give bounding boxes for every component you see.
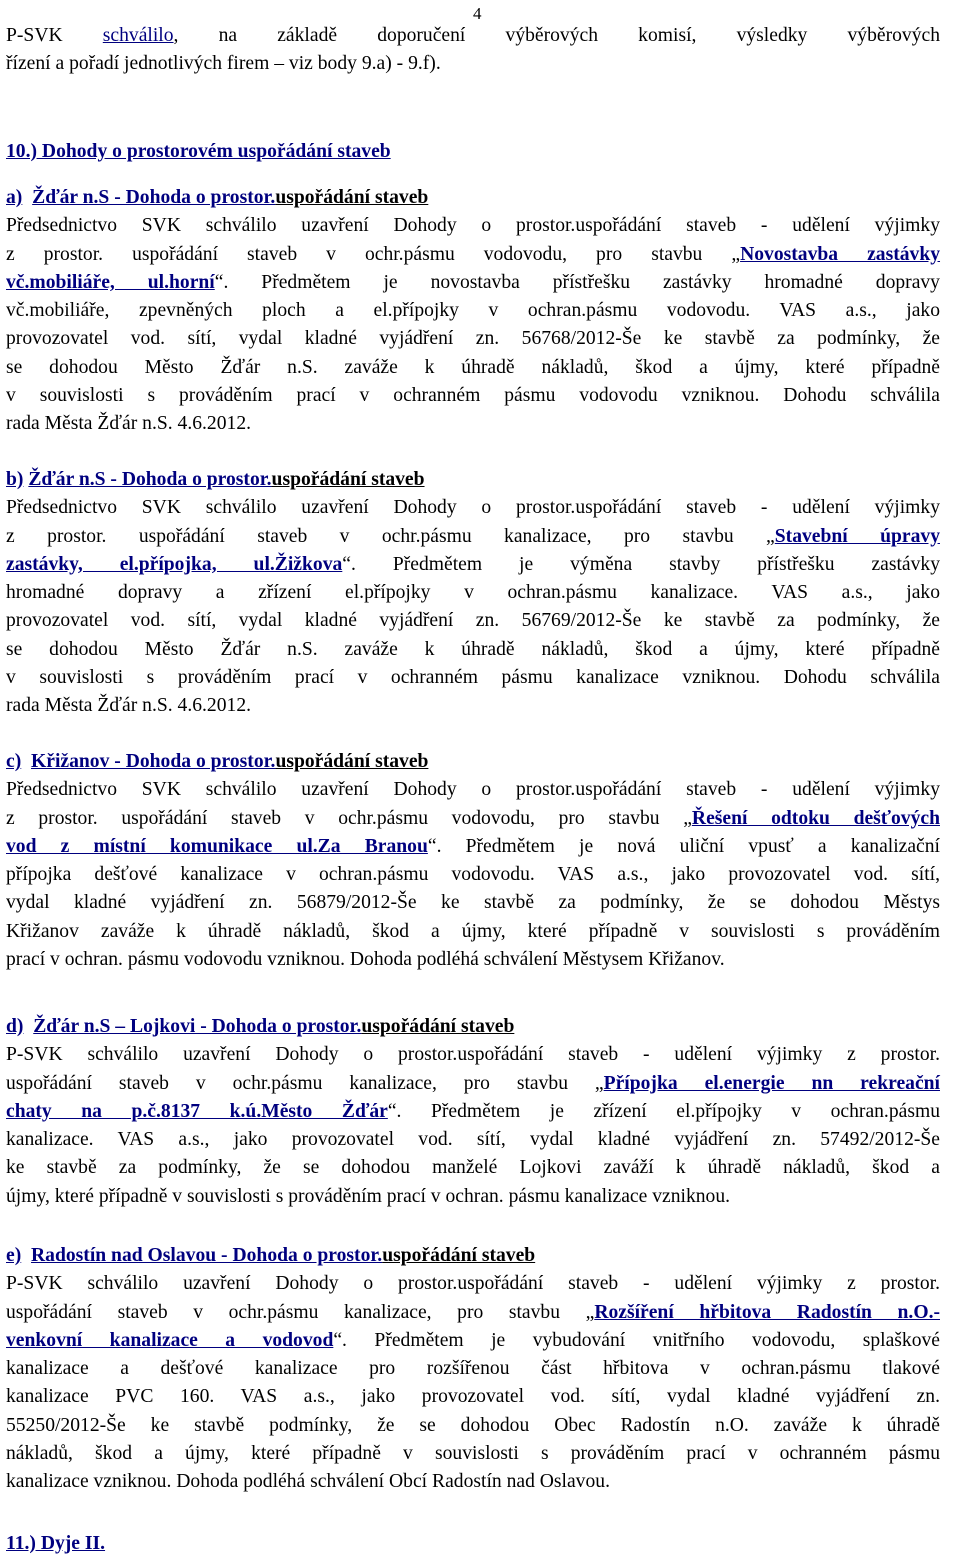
item-d-line1: P-SVK schválilo uzavření Dohody o prostor.uspořádání staveb - udělení výjimky z prostor. [6,1044,940,1066]
item-c-title-2: uspořádání staveb [275,751,429,772]
item-e-line2: uspořádání staveb v ochr.pásmu kanalizace, pro stavbu „ [6,1301,595,1323]
item-b-line5: provozovatel vod. sítí, vydal kladné vyjádření zn. 56769/2012-Še ke stavbě za podmínky, že [6,610,940,632]
item-a-line4: vč.mobiliáře, zpevněných ploch a el.přípojky v ochran.pásmu vodovodu. VAS a.s., jako [6,300,940,322]
item-c-letter: c) [6,751,22,772]
item-e-line3: “. Předmětem je vybudování vnitřního vodovodu, splaškové [333,1329,941,1351]
intro-pre: P-SVK [6,25,103,46]
item-c-line5: vydal kladné vyjádření zn. 56879/2012-Še ke stavbě za podmínky, že se dohodou Městys [6,892,940,914]
item-a-line6: se dohodou Město Žďár n.S. zaváže k úhradě nákladů, škod a újmy, které případně [6,356,940,378]
item-b-line7: v souvislosti s prováděním prací v ochranném pásmu kanalizace vzniknou. Dohodu schválila [6,667,940,689]
item-d-title: Žďár n.S – Lojkovi - Dohoda o prostor. [33,1016,362,1037]
item-c-line7: prací v ochran. pásmu vodovodu vzniknou. Dohoda podléhá schválení Městysem Křižanov. [6,949,725,971]
item-c-title: Křižanov - Dohoda o prostor. [31,751,276,772]
item-e-line6: 55250/2012-Še ke stavbě podmínky, že se dohodou Obec Radostín n.O. zaváže k úhradě [6,1414,940,1436]
item-d-line2: uspořádání staveb v ochr.pásmu kanalizace, pro stavbu „ [6,1072,604,1094]
item-a-letter: a) [6,187,23,208]
item-b-title: Žďár n.S - Dohoda o prostor. [28,469,272,490]
item-e-title-2: uspořádání staveb [382,1245,536,1266]
item-b-project-name: Stavební úpravy [774,525,940,547]
section-10-title: 10.) Dohody o prostorovém uspořádání staveb [6,141,391,162]
item-d-project-name: Přípojka el.energie nn rekreační [603,1072,940,1094]
item-b-letter: b) [6,469,24,490]
section-10-heading [6,138,940,166]
item-d-project-name-2: chaty na p.č.8137 k.ú.Město Žďár [6,1100,388,1122]
item-d-line5: ke stavbě za podmínky, že se dohodou manželé Lojkovi zaváží k úhradě nákladů, škod a [6,1157,940,1179]
item-c-line2: z prostor. uspořádání staveb v ochr.pásmu vodovodu, pro stavbu „ [6,807,692,829]
item-b-line4: hromadné dopravy a zřízení el.přípojky v ochran.pásmu kanalizace. VAS a.s., jako [6,582,940,604]
item-a-title: Žďár n.S - Dohoda o prostor. [32,187,276,208]
item-d-line3: “. Předmětem je zřízení el.přípojky v ochran.pásmu [387,1100,940,1122]
item-e-project-name: Rozšíření hřbitova Radostín n.O.- [594,1301,940,1323]
item-a-line8: rada Města Žďár n.S. 4.6.2012. [6,413,252,435]
item-a-line1: Předsednictvo SVK schválilo uzavření Dohody o prostor.uspořádání staveb - udělení výjimky [6,215,940,237]
item-e [6,1242,940,1497]
item-c-line4: přípojka dešťové kanalizace v ochran.pásmu vodovodu. VAS a.s., jako provozovatel vod. sítí, [6,864,940,886]
item-e-line7: nákladů, škod a újmy, které případně v souvislosti s prováděním prací v ochranném pásmu [6,1443,940,1465]
item-a-line7: v souvislosti s prováděním prací v ochranném pásmu vodovodu vzniknou. Dohodu schválila [6,385,940,407]
approved-link[interactable]: schválilo [102,25,174,46]
item-b-title-2: uspořádání staveb [271,469,425,490]
item-c-line6: Křižanov zaváže k úhradě nákladů, škod a újmy, které případně v souvislosti s prováděním [6,920,940,942]
item-d [6,1013,940,1211]
section-11-title: 11.) Dyje II. [6,1533,106,1554]
item-c-line3: “. Předmětem je nová uliční vpusť a kanalizační [427,835,940,857]
item-e-line1: P-SVK schválilo uzavření Dohody o prostor.uspořádání staveb - udělení výjimky z prostor. [6,1273,940,1295]
item-a-line5: provozovatel vod. sítí, vydal kladné vyjádření zn. 56768/2012-Še ke stavbě za podmínky, že [6,328,940,350]
item-a [6,184,940,439]
item-d-line4: kanalizace. VAS a.s., jako provozovatel vod. sítí, vydal kladné vyjádření zn. 57492/2012-Še [6,1129,940,1151]
intro-post1: , na základě doporučení výběrových komisí, výsledky výběrových [173,25,940,46]
item-b-line2: z prostor. uspořádání staveb v ochr.pásmu kanalizace, pro stavbu „ [6,525,775,547]
intro-paragraph [6,22,940,79]
item-e-letter: e) [6,1245,22,1266]
item-b-project-name-2: zastávky, el.přípojka, ul.Žižkova [6,553,343,575]
item-e-line5: kanalizace PVC 160. VAS a.s., jako provozovatel vod. sítí, vydal kladné vyjádření zn. [6,1386,940,1408]
item-d-line6: újmy, které případně v souvislosti s prováděním prací v ochran. pásmu kanalizace vzniknou. [6,1185,731,1207]
item-b-line8: rada Města Žďár n.S. 4.6.2012. [6,695,252,717]
item-a-project-name-2: vč.mobiliáře, ul.horní [6,271,215,293]
item-e-line4: kanalizace a dešťové kanalizace pro rozšířenou část hřbitova v ochran.pásmu tlakové [6,1358,940,1380]
item-b-line6: se dohodou Město Žďár n.S. zaváže k úhradě nákladů, škod a újmy, které případně [6,638,940,660]
item-a-title-2: uspořádání staveb [275,187,429,208]
item-a-project-name: Novostavba zastávky [740,243,941,265]
item-e-line8: kanalizace vzniknou. Dohoda podléhá schválení Obcí Radostín nad Oslavou. [6,1471,610,1493]
item-e-title: Radostín nad Oslavou - Dohoda o prostor. [31,1245,383,1266]
item-c [6,748,940,974]
item-c-line1: Předsednictvo SVK schválilo uzavření Dohody o prostor.uspořádání staveb - udělení výjimky [6,779,940,801]
item-c-project-name-2: vod z místní komunikace ul.Za Branou [6,835,428,857]
item-b-line1: Předsednictvo SVK schválilo uzavření Dohody o prostor.uspořádání staveb - udělení výjimky [6,497,940,519]
intro-line2: řízení a pořadí jednotlivých firem – viz body 9.a) - 9.f). [6,53,441,75]
item-e-project-name-2: venkovní kanalizace a vodovod [6,1329,334,1351]
item-a-line2: z prostor. uspořádání staveb v ochr.pásmu vodovodu, pro stavbu „ [6,243,741,265]
item-a-line3: “. Předmětem je novostavba přístřešku zastávky hromadné dopravy [214,271,940,293]
section-11-heading [6,1530,940,1558]
page-number: 4 [473,4,482,23]
item-d-title-2: uspořádání staveb [361,1016,515,1037]
item-d-letter: d) [6,1016,24,1037]
item-b-line3: “. Předmětem je výměna stavby přístřešku zastávky [342,553,941,575]
item-c-project-name: Řešení odtoku dešťových [691,807,940,829]
item-b [6,466,940,721]
